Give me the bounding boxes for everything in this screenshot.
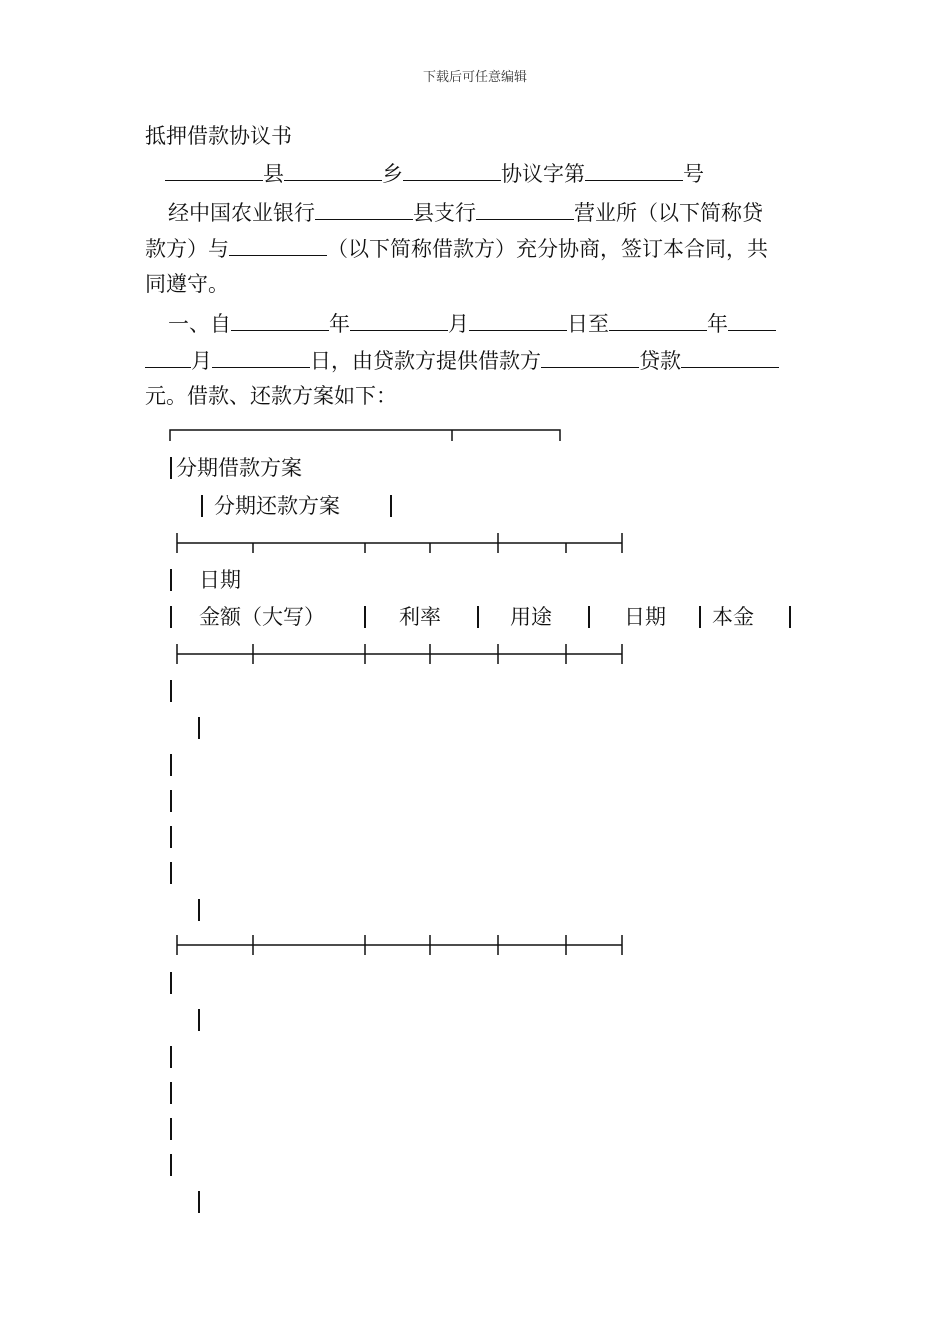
table-bar [170,1118,172,1140]
borrow-plan-header: 分期借款方案 [176,456,302,480]
term-start-text: 一、自 [168,312,231,336]
lender-text: 款方）与 [145,237,229,261]
table-bar [170,569,172,591]
column-purpose-header: 用途 [510,605,552,629]
township-label: 乡 [382,162,403,186]
table-bar [198,717,200,739]
agreement-prefix-label: 协议字第 [501,162,585,186]
header-separator-rule [177,533,622,553]
table-bar [198,1191,200,1213]
branch-text: 县支行 [413,201,476,225]
paragraph1-line3: 同遵守。 [145,272,229,296]
row-separator-rule [177,935,622,955]
column-date-header: 日期 [199,568,241,592]
table-bar [390,495,392,517]
table-bar [699,606,701,628]
table-bar [477,606,479,628]
column-amount-header: 金额（大写） [199,605,325,629]
table-bar [201,495,203,517]
table-bar [170,790,172,812]
column-principal-header: 本金 [712,605,754,629]
table-bar [170,680,172,702]
column-rate-header: 利率 [399,605,441,629]
office-text: 营业所（以下简称贷 [574,201,763,225]
table-bar [789,606,791,628]
table-bar [198,1009,200,1031]
table-bar [198,899,200,921]
table-bar [170,862,172,884]
table-bar [170,1082,172,1104]
table-top-border [170,430,560,441]
number-suffix-label: 号 [683,162,704,186]
month-label: 月 [448,312,469,336]
table-bar [170,826,172,848]
table-bar [170,606,172,628]
page-header-note: 下载后可任意编辑 [422,70,527,85]
repay-plan-header: 分期还款方案 [214,494,340,518]
table-bar [170,972,172,994]
county-label: 县 [263,162,284,186]
document-title: 抵押借款协议书 [145,124,292,148]
paragraph2-line3: 元。借款、还款方案如下： [145,384,397,408]
table-bar [364,606,366,628]
lender-provides-text: 日，由贷款方提供借款方 [310,349,541,373]
day-to-label: 日至 [567,312,609,336]
column-header-bottom-rule [177,644,622,664]
bank-intro-text: 经中国农业银行 [168,201,315,225]
table-left-bar [170,457,172,479]
table-bar [170,1154,172,1176]
table-bar [588,606,590,628]
borrower-text: （以下简称借款方）充分协商，签订本合同，共 [327,237,768,261]
month2-label: 月 [191,349,212,373]
table-bar [170,1046,172,1068]
table-bar [170,754,172,776]
column-repay-date-header: 日期 [624,605,666,629]
loan-label: 贷款 [639,349,681,373]
year-label: 年 [329,312,350,336]
year2-label: 年 [707,312,728,336]
